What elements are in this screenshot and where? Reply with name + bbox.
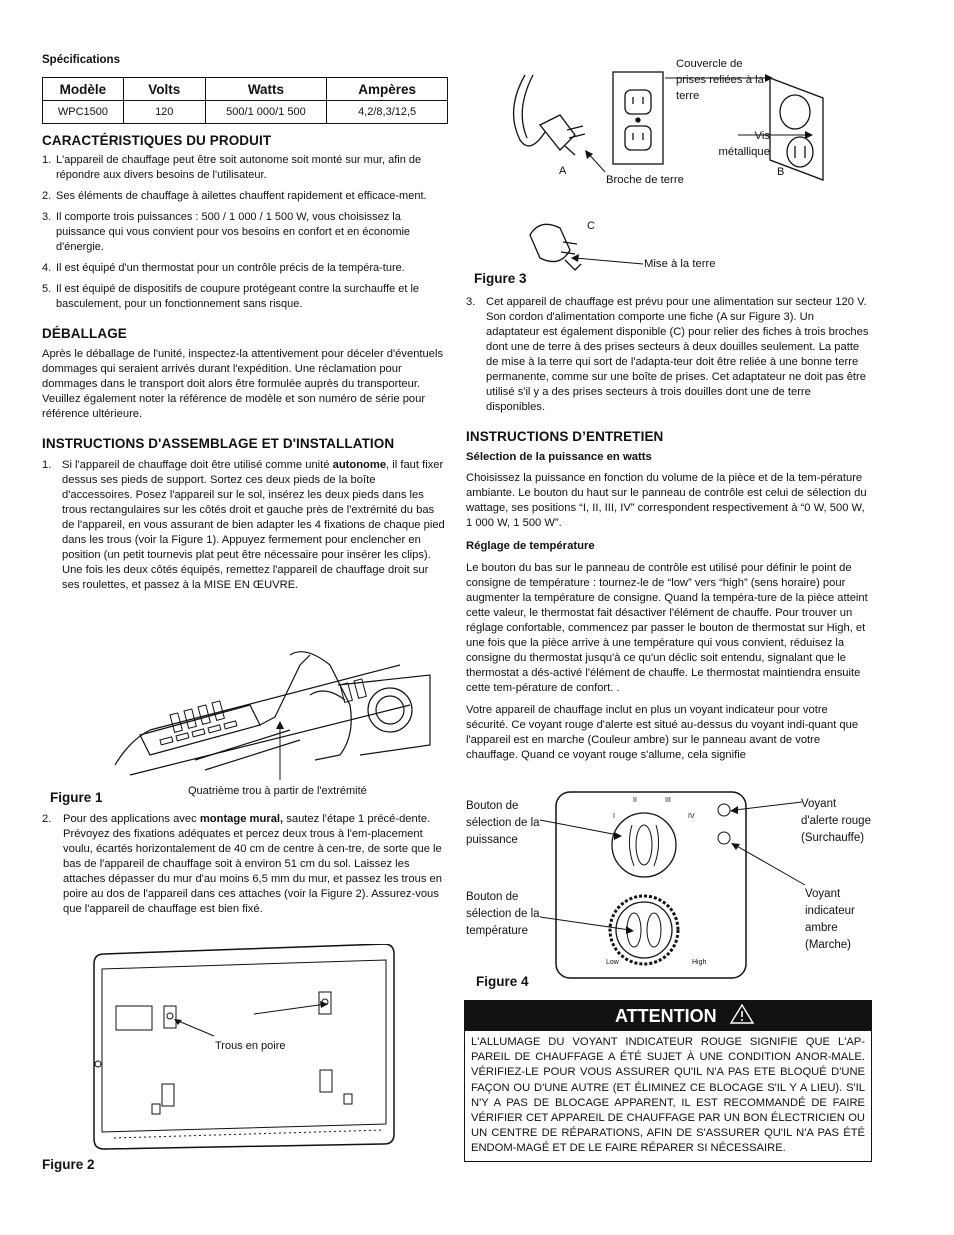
dial-low-label: Low bbox=[606, 959, 619, 966]
figure1-illustration bbox=[110, 645, 440, 785]
step-3 bbox=[466, 295, 870, 415]
step-number: 2. bbox=[42, 813, 52, 825]
spec-header-amps: Ampères bbox=[327, 78, 448, 101]
list-item bbox=[42, 189, 448, 204]
dial-high-label: High bbox=[692, 959, 707, 966]
spec-cell-volts: 120 bbox=[123, 101, 205, 124]
assembly-step-1 bbox=[42, 458, 448, 593]
features-list bbox=[42, 153, 448, 312]
attention-box bbox=[464, 1000, 872, 1162]
maintenance-heading: INSTRUCTIONS D’ENTRETIEN bbox=[466, 429, 664, 444]
spec-header-volts: Volts bbox=[123, 78, 205, 101]
maintenance-sub-power: Sélection de la puissance en watts bbox=[466, 451, 652, 463]
step-text: Cet appareil de chauffage est prévu pour une alimentation sur secteur 120 V. Son cordon d'alimentation comporte une fiche (A sur Figure 3). Un adaptateur est également disponible (C) pour relier des fiches à trois broches dont une de terre à des prises secteurs à deux douilles seulement. La patte de mise à la terre qui sort de l'adapta-teur doit être reliée à une bonne terre permanente, comme sur une boîte de prises. Cet adaptateur ne doit pas être utilisé s'il y a des prises secteurs à trois douilles dont une de terre disponibles. bbox=[486, 296, 869, 413]
attention-text: L'ALLUMAGE DU VOYANT INDICATEUR ROUGE SIGNIFIE QUE L'AP-PAREIL DE CHAUFFAGE A ÉTÉ SUJET À UNE CONDITION ANOR-MALE. VÉRIFIEZ-LE POUR VOUS ASSURER QU'IL N'A PAS ETE BLOQUÉ D'UNE FAÇON OU D'UNE AUTRE (ET ÉLIMINEZ CE BLOCAGE S'IL Y A LIEU). S'IL N'Y A PAS DE BLOCAGE APPARENT, IL EST RECOMMANDÉ DE FAIRE VÉRIFIER CET APPAREIL DE CHAUFFAGE PAR UN BON ÉLECTRICIEN OU UN CENTRE DE RÉPARATIONS, AFIN DE S'ASSURER QU'IL N'A PAS ÉTÉ ENDOM-MAGÉ ET DE LE FAIRE RÉPARER SI NÉCESSAIRE. bbox=[471, 1036, 865, 1155]
list-number: 3. bbox=[42, 211, 52, 223]
step-number: 1. bbox=[42, 459, 52, 471]
figure4-caption: Figure 4 bbox=[476, 974, 529, 989]
dial-pos-1: I bbox=[613, 813, 615, 820]
list-item bbox=[42, 282, 448, 312]
figure3-letter-a: A bbox=[559, 165, 567, 177]
step-number: 3. bbox=[466, 296, 476, 308]
step-text: , il faut fixer dessus ses pieds de support. Sortez ces deux pieds de la boîte d'accessoires. Posez l'appareil sur le sol, insérez les deux pieds dans les trous rectangulaires sur les côtés droit et gauche près de l'extrémité du bas de l'appareil, en vous assurant de bien adapter les 4 fixations de chaque pied dans les trous (voir la Figure 1). Appuyez fermement pour enclencher en position (un petit tournevis plat peut être nécessaire pour insérer les clips). Une fois les deux côtés équipés, remettez l'appareil de chauffage droit sur ses roulettes, et passez à la MISE EN ŒUVRE. bbox=[62, 459, 445, 591]
figure3-illustration bbox=[505, 60, 840, 275]
figure3-label-screw: Vis métallique bbox=[718, 130, 770, 158]
list-text: Ses éléments de chauffage à ailettes chauffent rapidement et efficace-ment. bbox=[56, 190, 427, 202]
step-emphasis: montage mural, bbox=[199, 813, 284, 825]
step-text: sautez l'étape 1 précé-dente. Prévoyez des fixations adéquates et percez deux trous à l'em-placement voulu, écartés horizontalement de 40 cm de centre à cen-tre, de sorte que le bas de l'appareil de chauffage soit à environ 51 cm du sol. Laissez les attaches dépasser du mur d'au moins 6,5 mm du mur, et passez les trous en poire au dos de l'appareil dans ces attaches (voir la Figure 2). Assurez-vous que l'appareil de chauffage est bien fixé. bbox=[63, 813, 442, 915]
warning-triangle-icon bbox=[729, 1003, 755, 1030]
figure4-label-amber: Voyant indicateur ambre (Marche) bbox=[805, 888, 855, 951]
figure1-label: Quatrième trou à partir de l'extrémité bbox=[188, 785, 367, 797]
list-number: 1. bbox=[42, 154, 52, 166]
features-heading: CARACTÉRISTIQUES DU PRODUIT bbox=[42, 133, 272, 148]
list-text: Il est équipé de dispositifs de coupure protégeant contre la surchauffe et le basculement, pour un fonctionnement sans risque. bbox=[56, 283, 420, 310]
spec-header-model: Modèle bbox=[43, 78, 124, 101]
list-number: 2. bbox=[42, 190, 52, 202]
attention-header bbox=[465, 1001, 871, 1031]
list-item bbox=[42, 210, 448, 255]
unpacking-heading: DÉBALLAGE bbox=[42, 326, 127, 341]
list-text: Il comporte trois puissances : 500 / 1 000 / 1 500 W, vous choisissez la puissance qui vous convient pour vos besoins en confort et en économie d'énergie. bbox=[56, 211, 411, 253]
figure3-letter-c: C bbox=[587, 220, 595, 232]
attention-title: ATTENTION bbox=[615, 1005, 717, 1026]
maintenance-text-temp: Le bouton du bas sur le panneau de contrôle est utilisé pour définir le point de consigne de température : tournez-le de “low” vers “high” (sens horaire) pour augmenter la température de consigne. Quand la tempéra-ture de la pièce atteint cette valeur, le thermostat fait désactiver l'élément de chauffe. Pour trouver un réglage confortable, commencez par passer le bouton de thermostat sur High, et une fois que la pièce arrive à une température qui vous convient, réduisez la consigne du thermostat jusqu'à ce qu'un déclic soit entendu, signalant que le thermostat a dés-activé l'élément de chauffe. Le thermostat maintiendra ensuite cette tem-pérature de confort. . bbox=[466, 562, 868, 694]
spec-heading: Spécifications bbox=[42, 54, 120, 66]
figure4-label-temp: Bouton de sélection de la température bbox=[466, 891, 540, 937]
figure3-label-ground-pin: Broche de terre bbox=[606, 174, 684, 186]
left-column bbox=[42, 53, 448, 593]
dial-pos-4: IV bbox=[688, 813, 695, 820]
figure3-label-ground: Mise à la terre bbox=[644, 258, 716, 270]
right-column bbox=[466, 295, 870, 763]
step-text: Si l'appareil de chauffage doit être utilisé comme unité bbox=[62, 459, 333, 471]
assembly-step-2 bbox=[42, 812, 446, 917]
dial-pos-3: III bbox=[665, 797, 671, 804]
list-number: 4. bbox=[42, 262, 52, 274]
figure4-label-red: Voyant d'alerte rouge (Surchauffe) bbox=[801, 798, 871, 844]
spec-cell-amps: 4,2/8,3/12,5 bbox=[327, 101, 448, 124]
unpacking-text: Après le déballage de l'unité, inspectez-la attentivement pour déceler d'éventuels dommages qui seraient arrivés durant l'expédition. Une réclamation pour dommages dans le transport doit alors être formulée auprès du transporteur. Veuillez également noter la référence de modèle et son numéro de série pour référence ultérieure. bbox=[42, 348, 444, 420]
step-text: Pour des applications avec bbox=[63, 813, 200, 825]
spec-table bbox=[42, 77, 448, 124]
figure4-arrows bbox=[540, 790, 810, 940]
list-number: 5. bbox=[42, 283, 52, 295]
list-text: Il est équipé d'un thermostat pour un contrôle précis de la tempéra-ture. bbox=[56, 262, 405, 274]
list-item bbox=[42, 261, 448, 276]
figure3-letter-b: B bbox=[777, 166, 785, 178]
spec-cell-model: WPC1500 bbox=[43, 101, 124, 124]
figure3-label-cover: Couvercle de prises reliées à la terre bbox=[676, 58, 764, 102]
dial-pos-2: II bbox=[633, 797, 637, 804]
step-emphasis: autonome bbox=[332, 459, 387, 471]
spec-cell-watts: 500/1 000/1 500 bbox=[205, 101, 327, 124]
maintenance-text-indicator: Votre appareil de chauffage inclut en plus un voyant indicateur pour votre sécurité. Ce voyant rouge d'alerte est situé au-dessus du voyant indi-quant que l'appareil est en marche (Couleur ambre) sur le panneau avant de votre chauffage. Quand ce voyant rouge s'allume, cela signifie bbox=[466, 704, 859, 761]
figure2-caption: Figure 2 bbox=[42, 1157, 95, 1172]
assembly-heading: INSTRUCTIONS D'ASSEMBLAGE ET D'INSTALLATION bbox=[42, 436, 395, 451]
figure2-label: Trous en poire bbox=[215, 1040, 286, 1052]
maintenance-sub-temp: Réglage de température bbox=[466, 540, 595, 552]
list-item bbox=[42, 153, 448, 183]
maintenance-text-power: Choisissez la puissance en fonction du volume de la pièce et de la tem-pérature ambiante. Le bouton du haut sur le panneau de contrôle est celui de sélection du wattage, ses positions “I, II, III, IV” correspondent respectivement à “0 W, 500 W, 1 000 W, 1 500 W”. bbox=[466, 472, 867, 529]
spec-header-watts: Watts bbox=[205, 78, 327, 101]
figure1-caption: Figure 1 bbox=[50, 790, 103, 805]
figure4-label-power: Bouton de sélection de la puissance bbox=[466, 800, 540, 846]
list-text: L'appareil de chauffage peut être soit autonome soit monté sur mur, afin de répondre aux divers besoins de l'utilisateur. bbox=[56, 154, 422, 181]
figure3-caption: Figure 3 bbox=[474, 271, 527, 286]
